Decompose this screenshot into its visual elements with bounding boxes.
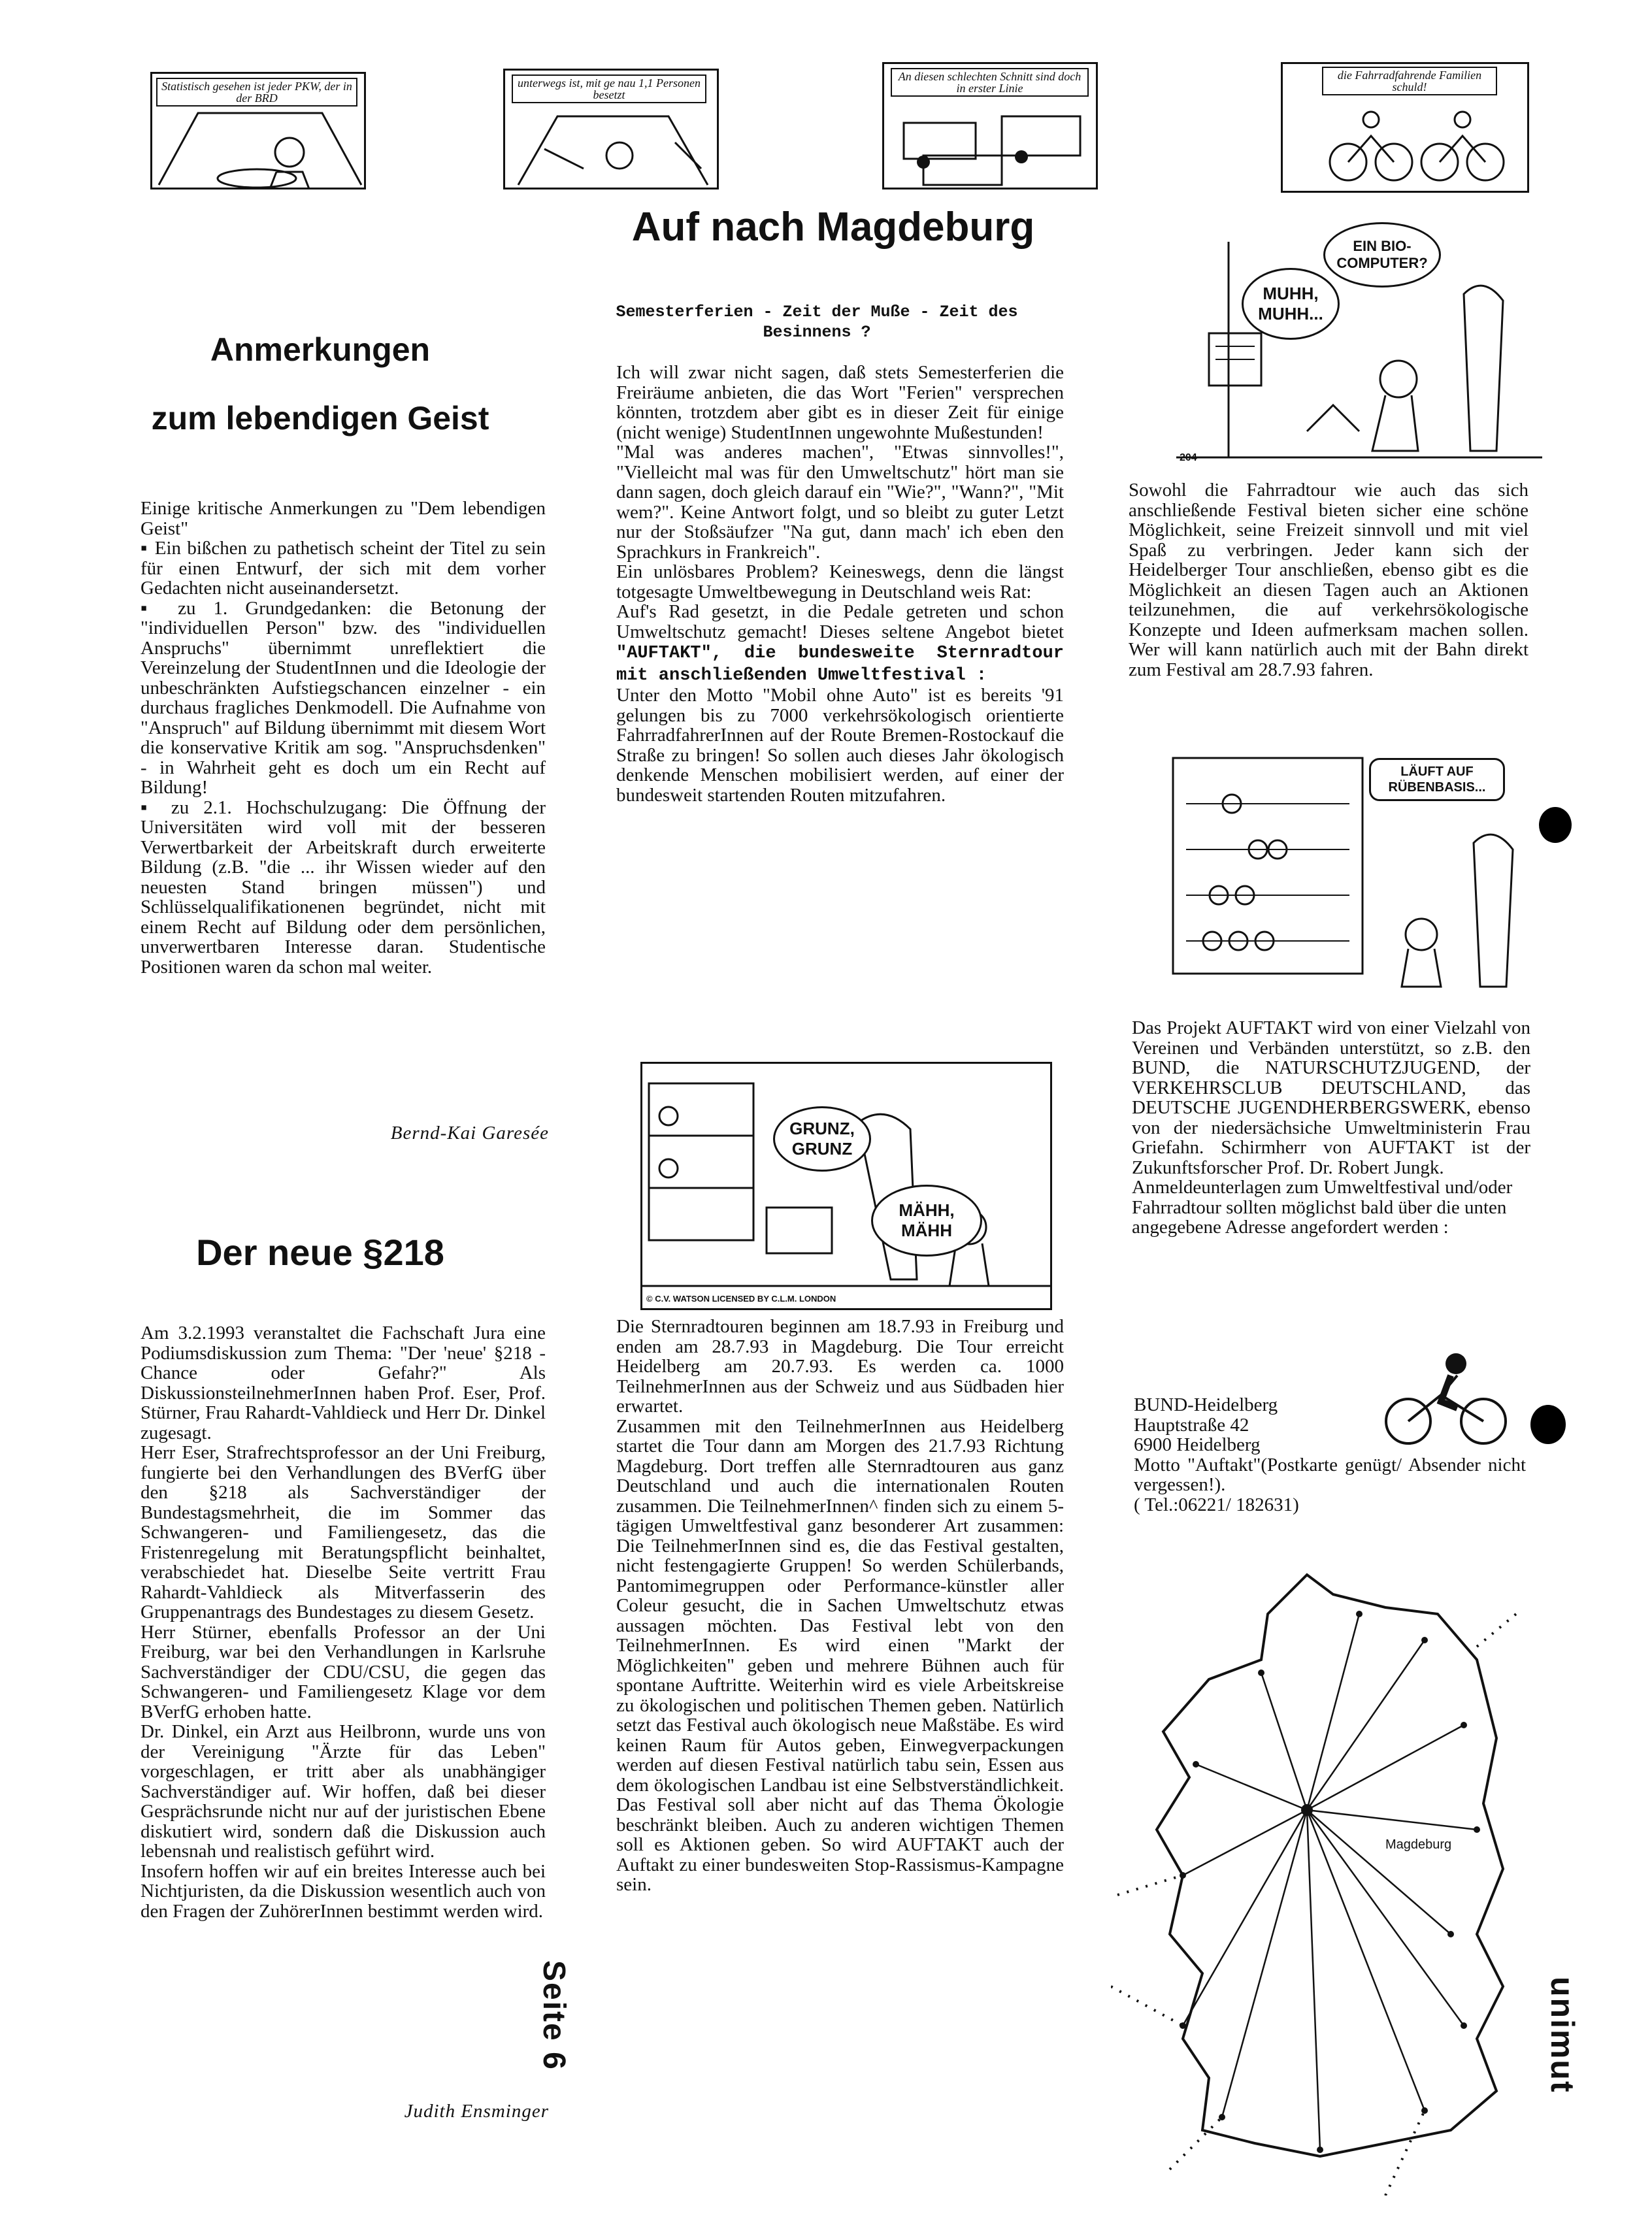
cartoon-sign-ruebenbasis: LÄUFT AUF RÜBENBASIS...: [1369, 758, 1505, 801]
paragraph: Dr. Dinkel, ein Arzt aus Heilbronn, wurde uns von der Vereinigung "Ärzte für das Leben" vorgeschlagen, er tritt aber als unabhängiger Sachverständiger auf. Wir hoffen, daß bei dieser Gesprächsrunde nicht nur auf der juristischen Ebene diskutiert wird, sondern daß die Diskussion auch lebensnah und realistisch geführt wird.: [140, 1721, 546, 1862]
paragraph: Insofern hoffen wir auf ein breites Interesse auch bei Nichtjuristen, da die Diskussion wesentlich auch von den Fragen der ZuhörerInnen bestimmt werden wird.: [140, 1860, 546, 1922]
cartoon-grunz: [640, 1062, 1052, 1310]
paragraph: Das Projekt AUFTAKT wird von einer Vielzahl von Vereinen und Verbänden unterstützt, so z.B. den BUND, die NATURSCHUTZJUGEND, der VERKEHRSCLUB DEUTSCHLAND, das DEUTSCHE JUGENDHERBERGSWERK, ebenso von der niedersächsiche Umweltministerin Frau Griefahn. Schirmherr von AUFTAKT ist der Zukunftsforscher Prof. Dr. Robert Jungk.: [1132, 1017, 1530, 1178]
map-label-magdeburg: Magdeburg: [1385, 1837, 1452, 1852]
comic-panel-1: [150, 72, 366, 189]
paragraph: Einige kritische Anmerkungen zu "Dem lebendigen Geist": [140, 498, 546, 539]
car-interior-drawing: [505, 71, 718, 188]
author-signature: Judith Ensminger: [404, 2101, 549, 2122]
heading-anmerkungen: [163, 330, 477, 369]
author-signature: Bernd-Kai Garesée: [390, 1123, 549, 1144]
car-driver-drawing: [152, 74, 365, 189]
paragraph: Herr Stürner, ebenfalls Professor an der Uni Freiburg, war bei den Verhandlungen in Karlsruhe Sachverständiger der CDU/CSU, die gegen das Schwangeren- und Familiengesetz Klage vor dem BVerfG erhoben hatte.: [140, 1621, 546, 1722]
germany-route-map: [1111, 1568, 1536, 2196]
paragraph: ▪ zu 2.1. Hochschulzugang: Die Öffnung der Universitäten wird voll mit der besseren Verwertbarkeit der Arbeitskraft durch erweiterte Bildung (z.B. "die ... ihr Wissen wieder auf den neuesten Stand bringen müssen") und Schlüsselqualifikationenen begründet, nicht mit einem Recht auf Bildung oder dem persönlichen, unverwertbaren Interesse daran. Studentische Positionen waren da schon mal weiter.: [140, 797, 546, 978]
paragraph: Ich will zwar nicht sagen, daß stets Semesterferien die Freiräume anbieten, die das Wort "Ferien" versprechen könnten, trotzdem aber gibt es in dieser Zeit für einige (nicht wenige) StudentInnen ungewohnte Mußestunden!: [616, 362, 1064, 443]
paragraph: Herr Eser, Strafrechtsprofessor an der Uni Freiburg, fungierte bei den Verhandlungen des BVerfG über den §218 als Sachverständiger der Bundestagsmehrheit, die im Sommer das Schwangeren- und Familiengesetz, das die Fristenregelung mit Beratungspflicht beinhaltet, verabschiedet hat. Dieselbe Seite vertritt Frau Rahardt-Vahldieck als Mitverfasserin des Gruppenantrags des Bundestages zu diesem Gesetz.: [140, 1442, 546, 1622]
black-dot: [1530, 1405, 1566, 1444]
article-right-intro: Sowohl die Fahrradtour wie auch das sich anschließende Festival bieten sicher eine schöne Möglichkeit, seine Freizeit sinnvoll und mit viel Spaß zu verbringen. Jeder kann sich der Heidelberger Tour anschließen, ebenso gibt es die Möglichkeit an diesen Tagen auch an Aktionen teilzunehmen, die auf verkehrsökologische Konzepte und Ideen aufmerksam machen sollen. Wer will kann natürlich auch mit der Bahn direkt zum Festival am 28.7.93 fahren.: [1129, 480, 1528, 680]
address-line: 6900 Heidelberg: [1134, 1434, 1261, 1455]
speech-bubble-maehh: MÄHH, MÄHH: [871, 1185, 982, 1257]
paragraph: Unter den Motto "Mobil ohne Auto" ist es bereits '91 gelungen bis zu 7000 verkehrsökologisch orientierte FahrradfahrerInnen auf der Route Bremen-Rostockauf die Straße zu bringen! So sollen auch dieses Jahr ökologisch denkende Menschen mobilisiert werden, auf einer der bundesweit startenden Routen mitzufahren.: [616, 685, 1064, 806]
article-magdeburg-details: [616, 1317, 1064, 1895]
paragraph: Zusammen mit den TeilnehmerInnen aus Heidelberg startet die Tour dann am Morgen des 21.7.93 Richtung Magdeburg. Dort treffen alle Sternradtouren aus ganz Deutschland und auch die internationalen Routen zusammen. Die TeilnehmerInnen^ finden sich zu einem 5-tägigen Umweltfestival ganz besonderer Art zusammen: Die TeilnehmerInnen sind es, die das Festival gestalten, nicht festengagierte Gruppen! So werden Schülerbands, Pantomimegruppen oder Performance-künstler aller Coleur gesucht, die in Sachen Umweltschutz etwas aussagen möchten. Das Festival lebt von den TeilnehmerInnen. Es wird einen "Markt der Möglichkeiten" geben und mehrere Bühnen auch für spontane Auftritte. Weiterhin wird es viele Arbeitskreise zu ökologischen und politischen Themen geben. Natürlich setzt das Festival auch ökologisch neue Maßstäbe. Es wird keinen Raum für Autos geben, Einwegverpackungen werden auf diesen Festival natürlich tabu sein, Essen aus dem ökologischen Landbau ist eine Selbstverständlichkeit. Das Festival soll aber nicht auf das Thema Ökologie beschränkt bleiben. Auch zu anderen wichtigen Themen soll es Aktionen geben. So wird AUFTAKT auch der Auftakt zu einer bundesweiten Stop-Rassismus-Kampagne sein.: [616, 1415, 1064, 1895]
address-line: Hauptstraße 42: [1134, 1414, 1249, 1436]
unimut-logo: unimut: [1544, 1977, 1581, 2094]
comic-caption-2: unterwegs ist, mit ge nau 1,1 Personen besetzt: [512, 74, 706, 103]
address-line: BUND-Heidelberg: [1134, 1394, 1278, 1415]
heading-line-2: zum lebendigen Geist: [151, 400, 489, 436]
article-right-support: [1132, 1018, 1530, 1238]
heading-lebendiger-geist: [137, 399, 503, 438]
comic-caption-1: Statistisch gesehen ist jeder PKW, der in der BRD: [156, 78, 357, 107]
comic-caption-3: An diesen schlechten Schnitt sind doch in erster Linie: [891, 68, 1089, 97]
cartoon-bio-computer: [1176, 216, 1542, 470]
paragraph: Die Sternradtouren beginnen am 18.7.93 in Freiburg und enden am 28.7.93 in Magdeburg. Die Tour erreicht Heidelberg am 20.7.93. Es werden ca. 1000 TeilnehmerInnen aus der Schweiz und aus Südbaden hier erwartet.: [616, 1316, 1064, 1417]
comic-caption-4: die Fahrradfahrende Familien schuld!: [1322, 67, 1497, 95]
paragraph: Anmeldeunterlagen zum Umweltfestival und/oder Fahrradtour sollten möglichst bald über die unten angegebene Adresse angefordert werden :: [1132, 1177, 1513, 1238]
comic-strip: [150, 62, 1529, 193]
page-number: Seite 6: [537, 1960, 571, 2071]
black-dot: [1539, 807, 1572, 843]
paragraph: Am 3.2.1993 veranstaltet die Fachschaft Jura eine Podiumsdiskussion zum Thema: "Der 'neue' §218 - Chance oder Gefahr?" Als DiskussionsteilnehmerInnen haben Prof. Eser, Prof. Stürner, Frau Rahardt-Vahldieck und Herr Dr. Dinkel zugesagt.: [140, 1323, 546, 1443]
subheading-semesterferien: Semesterferien - Zeit der Muße - Zeit des Besinnens ?: [616, 303, 1018, 342]
speech-bubble-muhh: MUHH, MUHH...: [1242, 268, 1340, 340]
pig-computer-drawing: [642, 1064, 1050, 1308]
paragraph: ▪ Ein bißchen zu pathetisch scheint der Titel zu sein für einen Entwurf, der sich mit dem vorher Gedachten nicht auseinandersetzt.: [140, 538, 546, 599]
cartoon-credit: © C.V. WATSON LICENSED BY C.L.M. LONDON: [646, 1294, 836, 1304]
heading-paragraph-218: Der neue §218: [196, 1232, 444, 1273]
speech-bubble-bio-computer: EIN BIO-COMPUTER?: [1323, 222, 1441, 288]
article-anmerkungen: [140, 499, 546, 977]
heading-auf-nach-magdeburg: Auf nach Magdeburg: [631, 205, 1035, 250]
traffic-jam-drawing: [884, 64, 1097, 188]
cartoon-ruebenbasis: [1160, 745, 1565, 1000]
paragraph: Auf's Rad gesetzt, in die Pedale getreten und schon Umweltschutz gemacht! Dieses seltene Angebot bietet: [616, 601, 1064, 642]
comic-panel-4: [1281, 62, 1529, 193]
comic-panel-2: [503, 69, 719, 189]
cartoon-mark: 204: [1180, 452, 1197, 463]
speech-bubble-grunz: GRUNZ, GRUNZ: [773, 1106, 871, 1172]
article-magdeburg-intro: [616, 363, 1064, 805]
article-paragraph-218: [140, 1323, 546, 1921]
cycling-family-drawing: [1283, 64, 1528, 192]
comic-panel-3: [882, 62, 1098, 189]
address-phone: ( Tel.:06221/ 182631): [1134, 1494, 1299, 1515]
highlight-auftakt: "AUFTAKT", die bundesweite Sternradtour mit anschließenden Umweltfestival :: [616, 644, 1064, 685]
address-note: Motto "Auftakt"(Postkarte genügt/ Absender nicht vergessen!).: [1134, 1454, 1526, 1495]
paragraph: ▪ zu 1. Grundgedanken: die Betonung der "individuellen Person" bzw. des "individuellen Anspruchs" übernimmt unreflektiert die Vereinzelung der StudentInnen und die Ideologie der unbeschränkten Aufstiegschancen einzelner - ein durchaus fragliches Denkmodell. Die Aufnahme von "Anspruch" auf Bildung übernimmt mit diesem Wort die konservative Kritik am sog. "Anspruchsdenken" - in Wahrheit geht es doch um ein Recht auf Bildung!: [140, 597, 546, 798]
cyclist-icon: [1379, 1349, 1529, 1447]
paragraph: Ein unlösbares Problem? Keineswegs, denn die längst totgesagte Umweltbewegung in Deutschland weis Rat:: [616, 561, 1064, 602]
heading-line-1: Anmerkungen: [210, 331, 431, 368]
paragraph: "Mal was anderes machen", "Etwas sinnvolles!", "Vielleicht mal was für den Umweltschutz" hört man sie dann sagen, doch gleich darauf ein "Wie?", "Wann?", "Mit wem?". Keine Antwort folgt, und so bleibt zu guter Letzt nur der Stoßsäufzer "Na gut, dann mach' ich eben den Sprachkurs in Frankreich".: [616, 442, 1064, 563]
